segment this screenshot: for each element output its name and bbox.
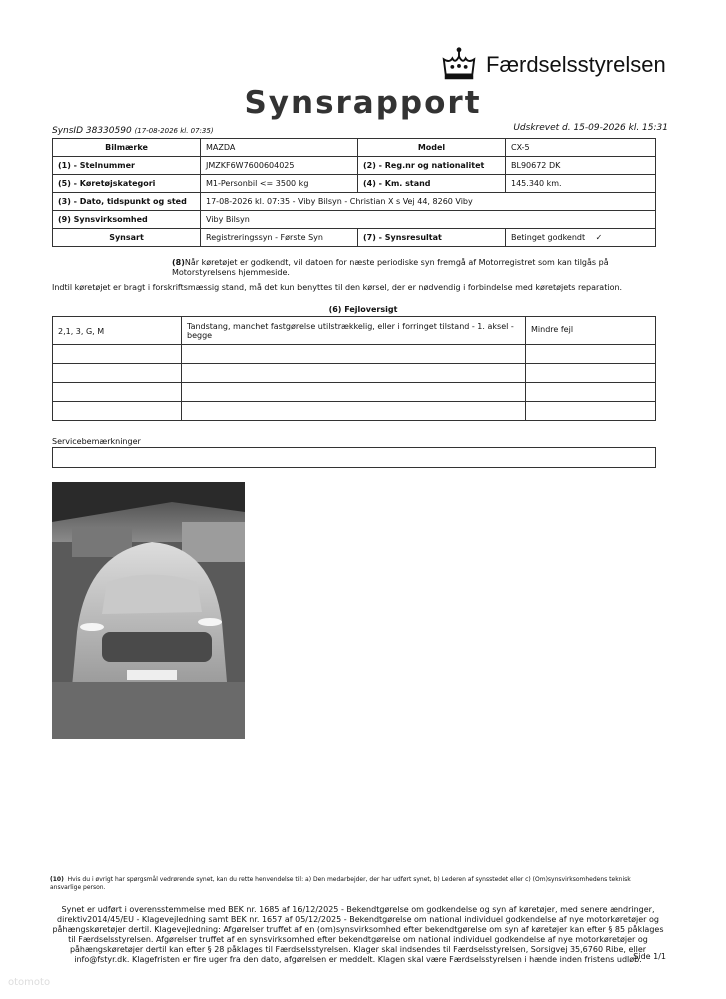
fejl-desc xyxy=(182,345,526,364)
synsart-label: Synsart xyxy=(53,229,201,247)
dato-value: 17-08-2026 kl. 07:35 - Viby Bilsyn - Christian X s Vej 44, 8260 Viby xyxy=(201,193,656,211)
syns-id-date: (17-08-2026 kl. 07:35) xyxy=(134,127,214,135)
kategori-label: (5) - Køretøjskategori xyxy=(53,175,201,193)
check-icon: ✓ xyxy=(595,233,603,242)
table-row xyxy=(53,193,656,211)
fejl-desc: Tandstang, manchet fastgørelse utilstrækkelig, eller i forringet tilstand - 1. aksel - begge xyxy=(182,317,526,345)
synsart-value: Registreringssyn - Første Syn xyxy=(201,229,358,247)
vehicle-photo xyxy=(52,482,245,739)
printed-date: Udskrevet d. 15-09-2026 kl. 15:31 xyxy=(513,123,668,133)
resultat-cell xyxy=(506,229,656,247)
fejl-title: (6) Fejloversigt xyxy=(328,305,398,314)
legal-text: Synet er udført i overensstemmelse med BEK nr. 1685 af 16/12/2025 - Bekendtgørelse om godkendelse og syn af køretøjer, med senere ændringer, direktiv2014/45/EU - Klagevejledning samt BEK nr. 1657 af 05/12/2025 - Bekendtgørelse om national individuel godkendelse af nye motorkøretøjer og påhængskøretøjer dertil. Klagevejledning: Afgørelser truffet af en (om)synsvirksomhed efter bekendtgørelse om syn af køretøjer kan efter § 85 påklages til Færdselsstyrelsen. Afgørelser truffet af en synsvirksomhed efter bekendtgørelse om national individuel godkendelse af nye motorkøretøjer og påhængskøretøjer dertil kan efter § 28 påklages til Færdselsstyrelsen. Klager skal indsendes til Færdselsstyrelsen, Sorsigvej 35,6760 Ribe, eller info@fstyr.dk. Klagefristen er fire uger fra den dato, afgørelsen er meddelt. Klagen skal være Færdselsstyrelsen i hænde inden fristens udløb. xyxy=(52,905,664,964)
service-box xyxy=(52,447,656,468)
crown-icon xyxy=(440,46,478,84)
kategori-value: M1-Personbil <= 3500 kg xyxy=(201,175,358,193)
fejl-code xyxy=(53,402,182,421)
stelnummer-label: (1) - Stelnummer xyxy=(53,157,201,175)
fejl-severity: Mindre fejl xyxy=(526,317,656,345)
contact-note xyxy=(50,876,658,892)
regnr-value: BL90672 DK xyxy=(506,157,656,175)
vehicle-photo-graphic xyxy=(52,482,245,739)
service-label: Servicebemærkninger xyxy=(52,437,141,446)
virksomhed-value: Viby Bilsyn xyxy=(201,211,656,229)
fejl-table xyxy=(52,316,656,421)
resultat-value: Betinget godkendt xyxy=(511,233,586,242)
resultat-label: (7) - Synsresultat xyxy=(358,229,506,247)
model-value: CX-5 xyxy=(506,139,656,157)
syns-id xyxy=(52,126,214,136)
table-row xyxy=(53,211,656,229)
fejl-severity xyxy=(526,383,656,402)
brand-name: Færdselsstyrelsen xyxy=(486,52,666,77)
table-row xyxy=(53,402,656,421)
fejl-code: 2,1, 3, G, M xyxy=(53,317,182,345)
km-value: 145.340 km. xyxy=(506,175,656,193)
table-row xyxy=(53,157,656,175)
fejl-desc xyxy=(182,402,526,421)
fejl-severity xyxy=(526,364,656,383)
table-row xyxy=(53,364,656,383)
km-label: (4) - Km. stand xyxy=(358,175,506,193)
stelnummer-value: JMZKF6W7600604025 xyxy=(201,157,358,175)
fejl-desc xyxy=(182,383,526,402)
table-row xyxy=(53,317,656,345)
brand-logo xyxy=(440,46,666,84)
next-inspection-note xyxy=(172,258,652,278)
watermark: otomoto xyxy=(8,977,51,988)
table-row xyxy=(53,345,656,364)
model-label: Model xyxy=(358,139,506,157)
table-row xyxy=(53,139,656,157)
virksomhed-label: (9) Synsvirksomhed xyxy=(53,211,201,229)
syns-id-number: SynsID 38330590 xyxy=(52,126,132,136)
table-row xyxy=(53,175,656,193)
usage-restriction-text: Indtil køretøjet er bragt i forskriftsmæssig stand, må det kun benyttes til den kørsel, der er nødvendig i forbindelse med køretøjets reparation. xyxy=(52,283,623,292)
fejl-code xyxy=(53,345,182,364)
regnr-label: (2) - Reg.nr og nationalitet xyxy=(358,157,506,175)
fejl-code xyxy=(53,383,182,402)
fejl-severity xyxy=(526,345,656,364)
page-title: Synsrapport xyxy=(244,85,482,121)
bilmaerke-value: MAZDA xyxy=(201,139,358,157)
fejl-code xyxy=(53,364,182,383)
page-number: Side 1/1 xyxy=(633,952,666,961)
dato-label: (3) - Dato, tidspunkt og sted xyxy=(53,193,201,211)
table-row xyxy=(53,229,656,247)
note-text: Når køretøjet er godkendt, vil datoen for næste periodiske syn fremgå af Motorregistret som kan tilgås på Motorstyrelsens hjemmeside. xyxy=(172,258,609,277)
bilmaerke-label: Bilmærke xyxy=(53,139,201,157)
fejl-desc xyxy=(182,364,526,383)
note-number: (8) xyxy=(172,258,185,267)
fejl-severity xyxy=(526,402,656,421)
vehicle-info-table xyxy=(52,138,656,247)
contact-note-number: (10) xyxy=(50,876,64,883)
contact-note-text: Hvis du i øvrigt har spørgsmål vedrørende synet, kan du rette henvendelse til: a) Den medarbejder, der har udført synet, b) Lederen af synsstedet eller c) (Om)synsvirksomhedens teknisk ansvarlige person. xyxy=(50,876,631,891)
table-row xyxy=(53,383,656,402)
